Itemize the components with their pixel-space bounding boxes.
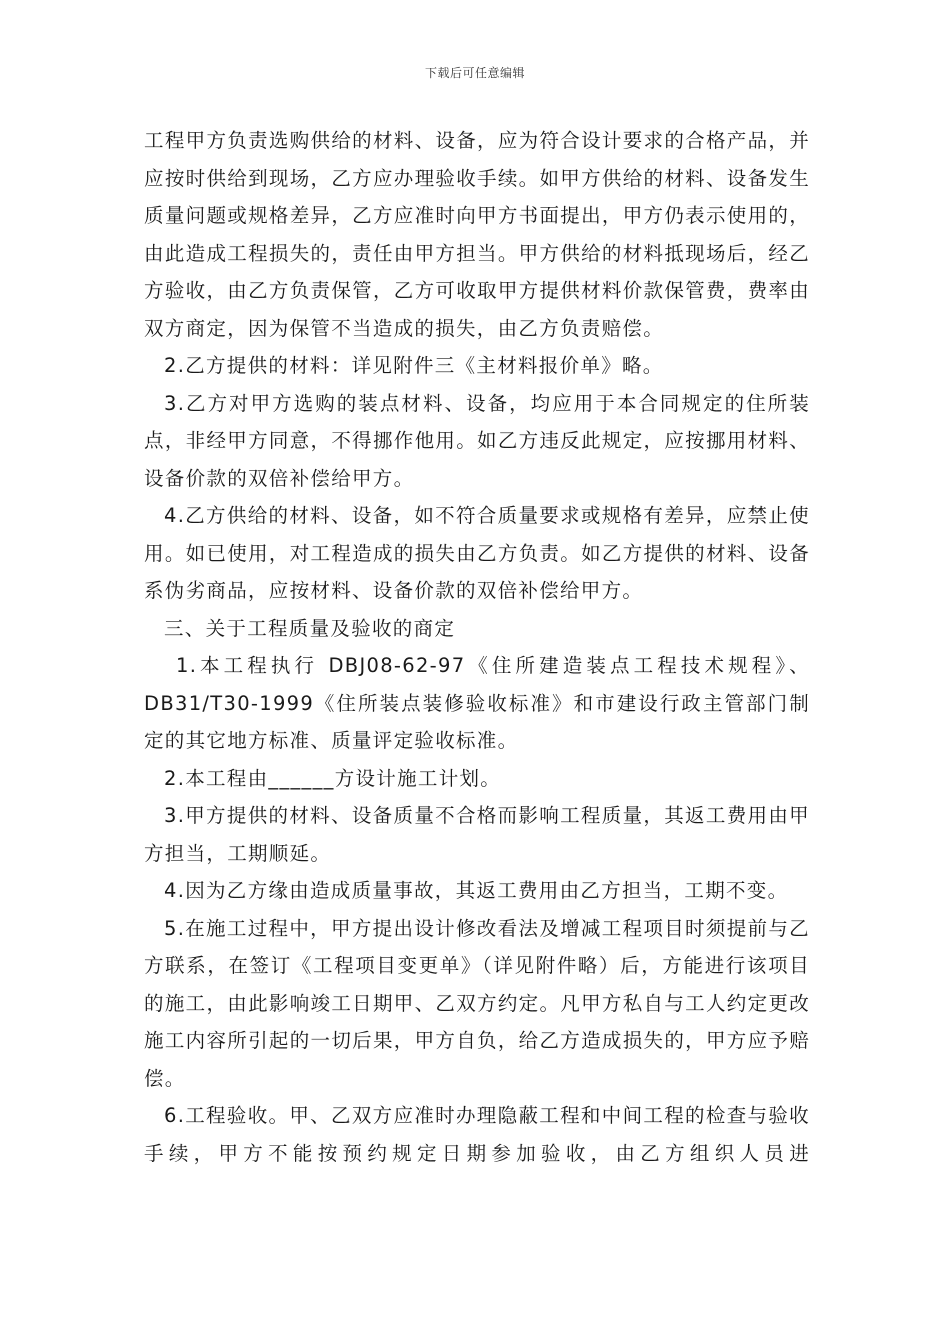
paragraph-quality-item-1: 1.本工程执行 DBJ08-62-97《住所建造装点工程技术规程》、DB31/T30-1999《住所装点装修验收标准》和市建设行政主管部门制定的其它地方标准、质量评定验收标准。	[144, 654, 810, 752]
paragraph-item-2-materials: 2.乙方提供的材料：详见附件三《主材料报价单》略。	[164, 354, 664, 377]
paragraph-item-3-materials: 3.乙方对甲方选购的装点材料、设备，均应用于本合同规定的住所装点，非经甲方同意，不得挪作他用。如乙方违反此规定，应按挪用材料、设备价款的双倍补偿给甲方。	[144, 391, 810, 490]
paragraph-quality-item-5: 5.在施工过程中，甲方提出设计修改看法及增减工程项目时须提前与乙方联系，在签订《工程项目变更单》（详见附件略）后，方能进行该项目的施工，由此影响竣工日期甲、乙双方约定。凡甲方私自与工人约定更改施工内容所引起的一切后果，甲方自负，给乙方造成损失的，甲方应予赔偿。	[144, 916, 810, 1090]
paragraph-materials-owner: 工程甲方负责选购供给的材料、设备，应为符合设计要求的合格产品，并应按时供给到现场，乙方应办理验收手续。如甲方供给的材料、设备发生质量问题或规格差异，乙方应准时向甲方书面提出，甲方仍表示使用的，由此造成工程损失的，责任由甲方担当。甲方供给的材料抵现场后，经乙方验收，由乙方负责保管，乙方可收取甲方提供材料价款保管费，费率由双方商定，因为保管不当造成的损失，由乙方负责赔偿。	[144, 129, 810, 340]
paragraph-quality-item-4: 4.因为乙方缘由造成质量事故，其返工费用由乙方担当，工期不变。	[164, 879, 789, 902]
paragraph-quality-item-6: 6.工程验收。甲、乙双方应准时办理隐蔽工程和中间工程的检查与验收手续，甲方不能按预约规定日期参加验收，由乙方组织人员进	[144, 1104, 810, 1165]
paragraph-item-4-materials: 4.乙方供给的材料、设备，如不符合质量要求或规格有差异，应禁止使用。如已使用，对工程造成的损失由乙方负责。如乙方提供的材料、设备系伪劣商品，应按材料、设备价款的双倍补偿给甲方。	[144, 504, 810, 602]
page-header: 下载后可任意编辑	[424, 66, 525, 80]
paragraph-quality-item-3: 3.甲方提供的材料、设备质量不合格而影响工程质量，其返工费用由甲方担当，工期顺延。	[144, 804, 810, 865]
paragraph-quality-item-2: 2.本工程由______方设计施工计划。	[164, 766, 502, 790]
section-heading-quality: 三、关于工程质量及验收的商定	[164, 616, 456, 640]
document-body	[144, 122, 810, 1172]
